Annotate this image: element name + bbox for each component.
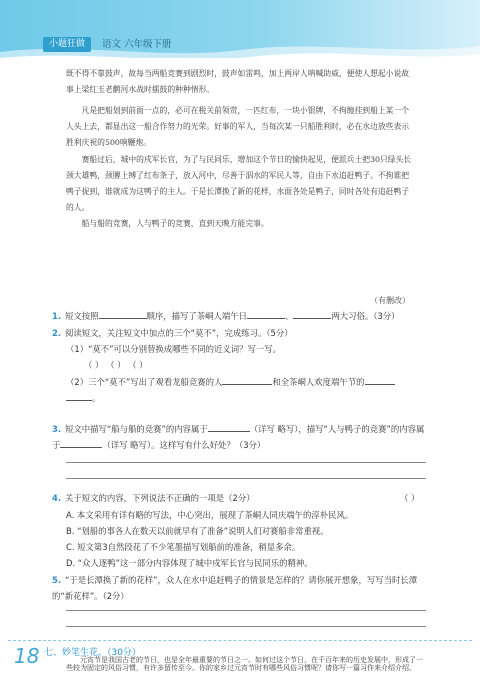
answer-line[interactable] <box>66 626 426 627</box>
question-number: 2. <box>52 328 62 338</box>
passage-paragraph-3: 赛船过后，城中的戍军长官，为了与民同乐，增加这个节日的愉快起见，便派兵士把30只绿头长颈大雄鸭，颈膊上缚了红布条子，放入河中，尽善于泅水的军民人等，自由下水追赶鸭子。不拘谁把鸭子捉到，谁就成为这鸭子的主人。于是长潭换了新的花样，水面各处是鸭子，同时各处有追赶鸭子的人。 <box>66 155 412 212</box>
question-text: 。 <box>92 393 101 403</box>
question-number: 1. <box>52 311 62 321</box>
question-text: 和全茶峒人欢度端午节的 <box>272 377 365 387</box>
question-text: 短文中描写“船与船的竞赛”的内容属于 <box>65 424 208 434</box>
question-1 <box>52 308 432 324</box>
question-text: （详写 略写）。这样写有什么好处？（3分） <box>102 440 266 450</box>
question-text: “于是长潭换了新的花样”，众人在水中追赶鸭子的情景是怎样的？请你展开想象，写写当时长潭的“新花样”。（2分） <box>52 575 418 601</box>
answer-blank[interactable] <box>365 374 395 385</box>
question-2-part-2 <box>66 374 426 406</box>
option-c: C. 短文第3自然段花了不少笔墨描写划船前的准备，稍显多余。 <box>66 542 301 552</box>
question-text: （详写 略写），描写“人与鸭子的竞赛”的内容属于 <box>52 424 425 450</box>
question-text: 两大习俗。（3分） <box>331 311 400 321</box>
question-text: 关于短文的内容，下列说法不正确的一项是（2分） <box>65 493 255 503</box>
question-number: 4. <box>52 493 62 503</box>
question-2 <box>52 325 432 341</box>
section-divider <box>8 640 472 641</box>
passage-paragraph-4: 船与船的竞赛，人与鸭子的竞赛，直到天晚方能完事。 <box>81 219 269 228</box>
answer-line[interactable] <box>66 610 426 611</box>
question-number: 3. <box>52 424 62 434</box>
option-a: A. 本文采用有详有略的写法，中心突出，展现了茶峒人同庆端午的淳朴民风。 <box>66 510 354 520</box>
passage-source-note: （有删改） <box>370 296 410 305</box>
series-badge: 小题狂做 <box>43 37 91 52</box>
section-title-text: 七、妙笔生花。 <box>44 648 108 658</box>
question-number: 5. <box>52 575 62 585</box>
question-2-part-1: （1）“莫不”可以分别替换成哪些不同的近义词？写一写。 <box>66 344 282 354</box>
question-text: （2）三个“莫不”写出了观看龙船竞赛的人 <box>66 377 223 387</box>
answer-blank[interactable] <box>60 437 102 448</box>
passage-paragraph-2: 凡是把船划到前面一点的，必可在税关前领赏，一匹红布，一块小银牌，不拘缠挂到船上某一个人头上去，都显出这一船合作努力的光荣。好事的军人，当每次某一只船胜利时，必在水边放些表示胜利庆祝的500响鞭炮。 <box>66 106 410 147</box>
question-text: 、 <box>285 311 294 321</box>
passage-paragraph-1: 既不得不靠鼓声，故每当两船竞赛到剧烈时，鼓声如雷鸣，加上两岸人呐喊助威，便使人想起小说故事上梁红玉老鹳河水战时擂鼓的种种情形。 <box>66 69 410 94</box>
answer-blank[interactable] <box>66 390 92 401</box>
answer-blank[interactable] <box>222 374 272 385</box>
question-4 <box>52 490 432 506</box>
answer-blank[interactable] <box>99 308 147 319</box>
synonym-answer-parens[interactable]: （ ） （ ） （ ） <box>84 360 148 370</box>
question-3 <box>52 421 432 453</box>
subject-grade-label: 语文 六年级下册 <box>102 39 172 50</box>
question-text: 阅读短文，关注短文中加点的三个“莫不”，完成练习。（5分） <box>65 328 293 338</box>
page-header <box>0 0 480 58</box>
option-d: D. “众人逐鸭”这一部分内容体现了城中戍军长官与民同乐的精神。 <box>66 558 313 568</box>
answer-line[interactable] <box>66 462 426 463</box>
section-7-prompt: 元宵节是我国古老的节日，也是全年最重要的节日之一。如何过这个节日，在千百年来的历史发展中，形成了一些较为固定的风俗习惯，有许多留传至今。你的家乡过元宵节时有哪些风俗习惯呢？请你写一篇习作来介绍介绍。 <box>66 656 423 672</box>
answer-blank[interactable] <box>293 308 331 319</box>
answer-line[interactable] <box>66 478 426 479</box>
answer-blank[interactable] <box>208 421 250 432</box>
question-text: 短文按照 <box>65 311 99 321</box>
option-b: B. “划船的事各人在数天以前就早有了准备”说明人们对赛船非常重视。 <box>66 526 329 536</box>
section-points: （30分） <box>107 648 141 658</box>
question-5 <box>52 572 432 604</box>
answer-blank[interactable] <box>247 308 285 319</box>
question-text: 顺序，描写了茶峒人端午日 <box>146 311 248 321</box>
choice-answer-parens[interactable]: （ ） <box>400 493 420 503</box>
page-number: 18 <box>14 644 40 668</box>
